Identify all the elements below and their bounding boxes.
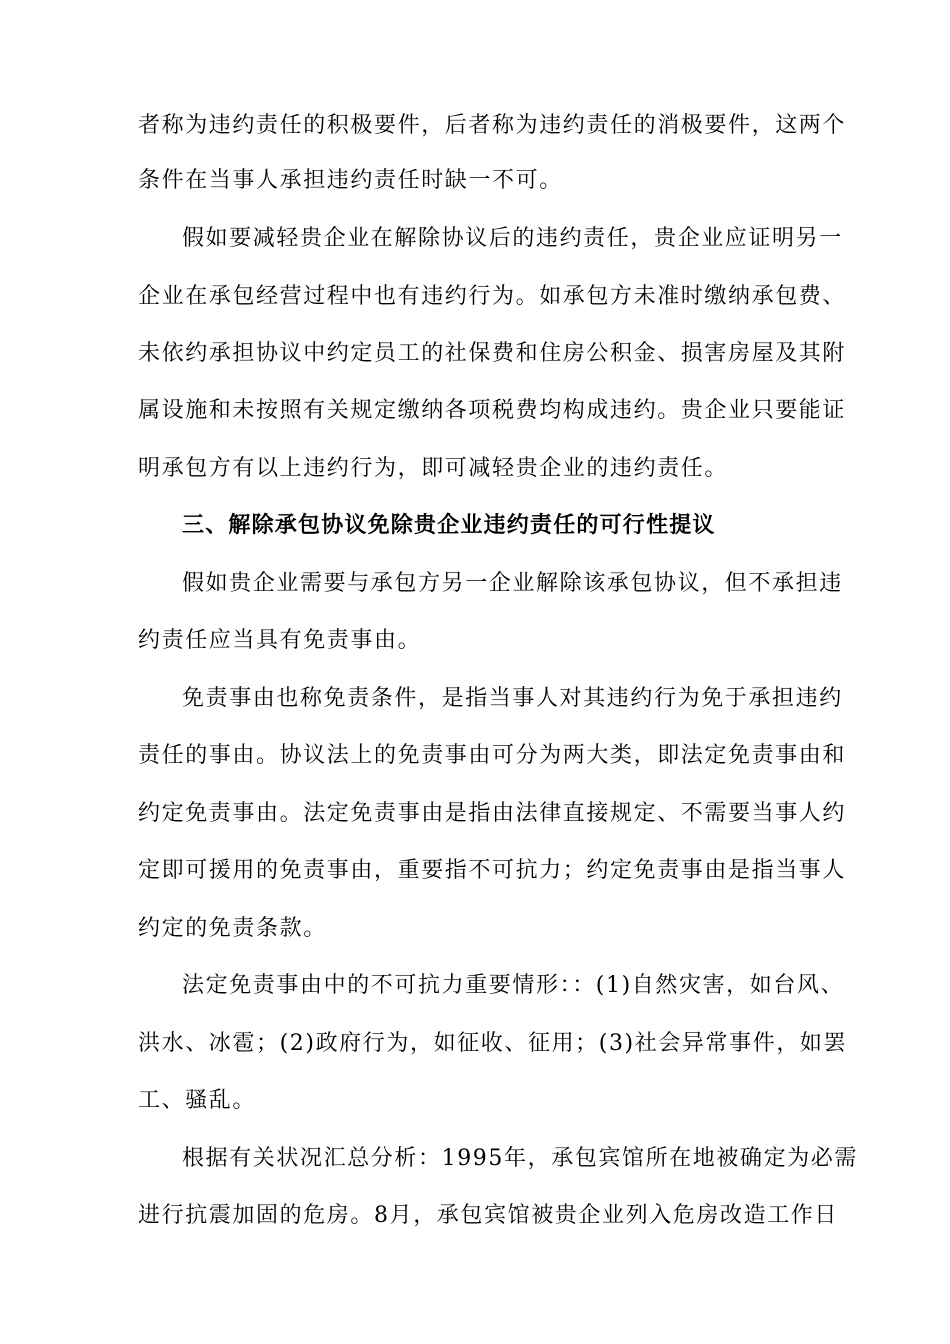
paragraph-line: 根据有关状况汇总分析：1995年，承包宾馆所在地被确定为必需: [182, 1146, 858, 1171]
paragraph-line: 假如要减轻贵企业在解除协议后的违约责任，贵企业应证明另一: [182, 226, 843, 251]
paragraph-line: 属设施和未按照有关规定缴纳各项税费均构成违约。贵企业只要能证: [138, 398, 847, 423]
paragraph-line: 明承包方有以上违约行为，即可减轻贵企业的违约责任。: [138, 456, 729, 481]
paragraph-line: 责任的事由。协议法上的免责事由可分为两大类，即法定免责事由和: [138, 743, 847, 768]
paragraph-line: 条件在当事人承担违约责任时缺一不可。: [138, 168, 563, 193]
paragraph-line: 者称为违约责任的积极要件，后者称为违约责任的消极要件，这两个: [138, 113, 847, 138]
paragraph-line: 未依约承担协议中约定员工的社保费和住房公积金、损害房屋及其附: [138, 341, 847, 366]
paragraph-line: 进行抗震加固的危房。8月，承包宾馆被贵企业列入危房改造工作日: [138, 1203, 838, 1228]
paragraph-line: 免责事由也称免责条件，是指当事人对其违约行为免于承担违约: [182, 686, 843, 711]
paragraph-line: 定即可援用的免责事由，重要指不可抗力；约定免责事由是指当事人: [138, 858, 847, 883]
paragraph-line: 约定免责事由。法定免责事由是指由法律直接规定、不需要当事人约: [138, 801, 847, 826]
paragraph-line: 约责任应当具有免责事由。: [138, 628, 422, 653]
paragraph-line: 工、骚乱。: [138, 1088, 257, 1113]
section-heading: 三、解除承包协议免除贵企业违约责任的可行性提议: [182, 513, 716, 538]
paragraph-line: 洪水、冰雹；(2)政府行为，如征收、征用；(3)社会异常事件，如罢: [138, 1031, 848, 1056]
paragraph-line: 企业在承包经营过程中也有违约行为。如承包方未准时缴纳承包费、: [138, 284, 847, 309]
paragraph-line: 假如贵企业需要与承包方另一企业解除该承包协议，但不承担违: [182, 571, 843, 596]
paragraph-line: 约定的免责条款。: [138, 916, 327, 941]
paragraph-line: 法定免责事由中的不可抗力重要情形：：(1)自然灾害，如台风、: [182, 973, 845, 998]
